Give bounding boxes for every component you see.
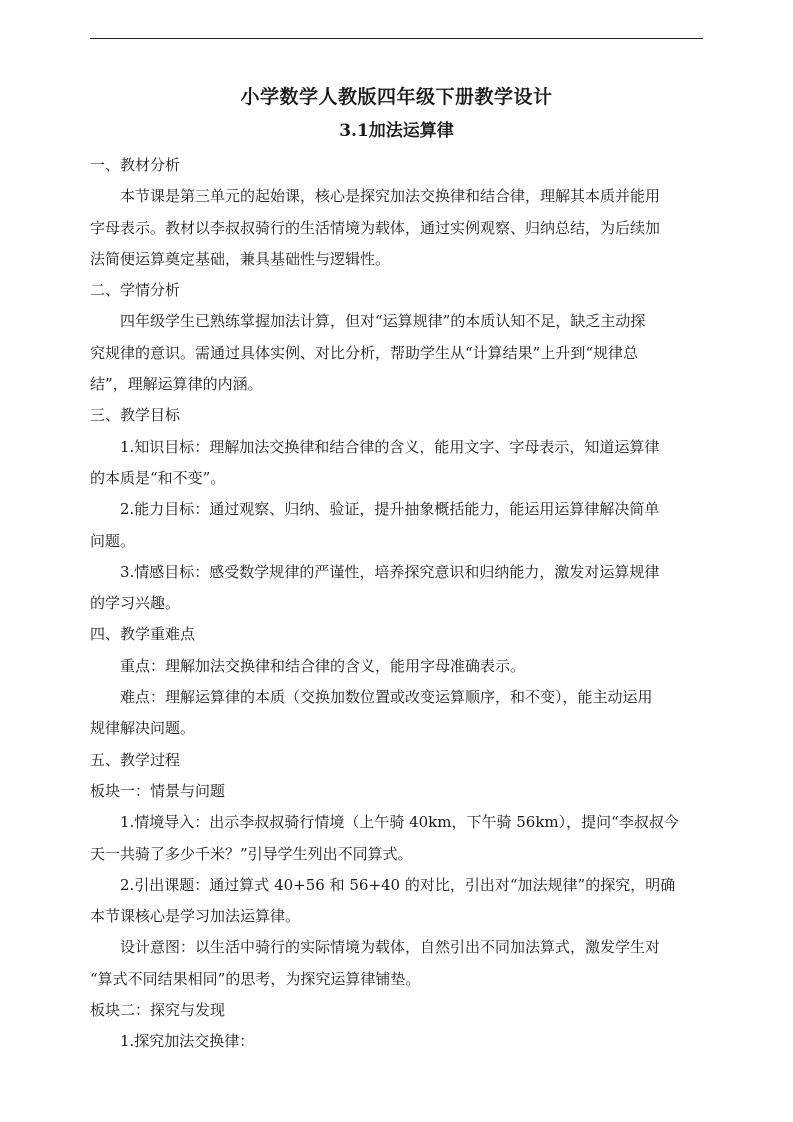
paragraph-line: 的学习兴趣。 [90,594,181,613]
lesson-title: 3.1加法运算律 [339,121,454,141]
paragraph-line: 难点：理解运算律的本质（交换加数位置或改变运算顺序，和不变），能主动运用 [120,688,653,707]
paragraph-line: 3.情感目标：感受数学规律的严谨性，培养探究意识和归纳能力，激发对运算规律 [120,562,660,581]
paragraph-line: 1.情境导入：出示李叔叔骑行情境（上午骑 40km，下午骑 56km），提问“李叔叔今 [120,813,679,832]
section-heading: 三、教学目标 [90,406,181,425]
paragraph-line: 1.知识目标：理解加法交换律和结合律的含义，能用文字、字母表示，知道运算律 [120,437,660,456]
paragraph-line: 究规律的意识。需通过具体实例、对比分析，帮助学生从“计算结果”上升到“规律总 [90,343,639,362]
section-heading: 板块一：情景与问题 [90,781,226,800]
paragraph-line: 规律解决问题。 [90,719,196,738]
paragraph-line: 本节课核心是学习加法运算律。 [90,907,301,926]
paragraph-line: 的本质是“和不变”。 [90,468,226,487]
section-heading: 板块二：探究与发现 [90,1001,226,1020]
paragraph-line: 结”，理解运算律的内涵。 [90,375,263,394]
paragraph-line: 四年级学生已熟练掌握加法计算，但对“运算规律”的本质认知不足，缺乏主动探 [120,312,646,331]
section-heading: 五、教学过程 [90,750,181,769]
paragraph-line: 2.能力目标：通过观察、归纳、验证，提升抽象概括能力，能运用运算律解决简单 [120,500,660,519]
document-body [90,150,703,1058]
paragraph-line: 设计意图：以生活中骑行的实际情境为载体，自然引出不同加法算式，激发学生对 [120,938,661,957]
section-heading: 二、学情分析 [90,281,181,300]
section-heading: 四、教学重难点 [90,625,196,644]
document-title: 小学数学人教版四年级下册教学设计 [240,86,553,108]
paragraph-line: 法简便运算奠定基础，兼具基础性与逻辑性。 [90,249,391,268]
paragraph-line: 1.探究加法交换律： [120,1032,255,1051]
paragraph-line: 问题。 [90,531,136,550]
section-heading: 一、教材分析 [90,156,181,174]
paragraph-line: 本节课是第三单元的起始课，核心是探究加法交换律和结合律，理解其本质并能用 [120,187,661,206]
paragraph-line: “算式不同结果相同”的思考，为探究运算律铺垫。 [90,969,421,988]
paragraph-line: 2.引出课题：通过算式 40+56 和 56+40 的对比，引出对“加法规律”的探究，明确 [120,875,676,894]
document-page [90,78,703,1058]
paragraph-line: 字母表示。教材以李叔叔骑行的生活情境为载体，通过实例观察、归纳总结，为后续加 [90,218,661,237]
header-rule [90,38,703,39]
paragraph-line: 天一共骑了多少千米？”引导学生列出不同算式。 [90,844,413,863]
paragraph-line: 重点：理解加法交换律和结合律的含义，能用字母准确表示。 [120,656,526,675]
